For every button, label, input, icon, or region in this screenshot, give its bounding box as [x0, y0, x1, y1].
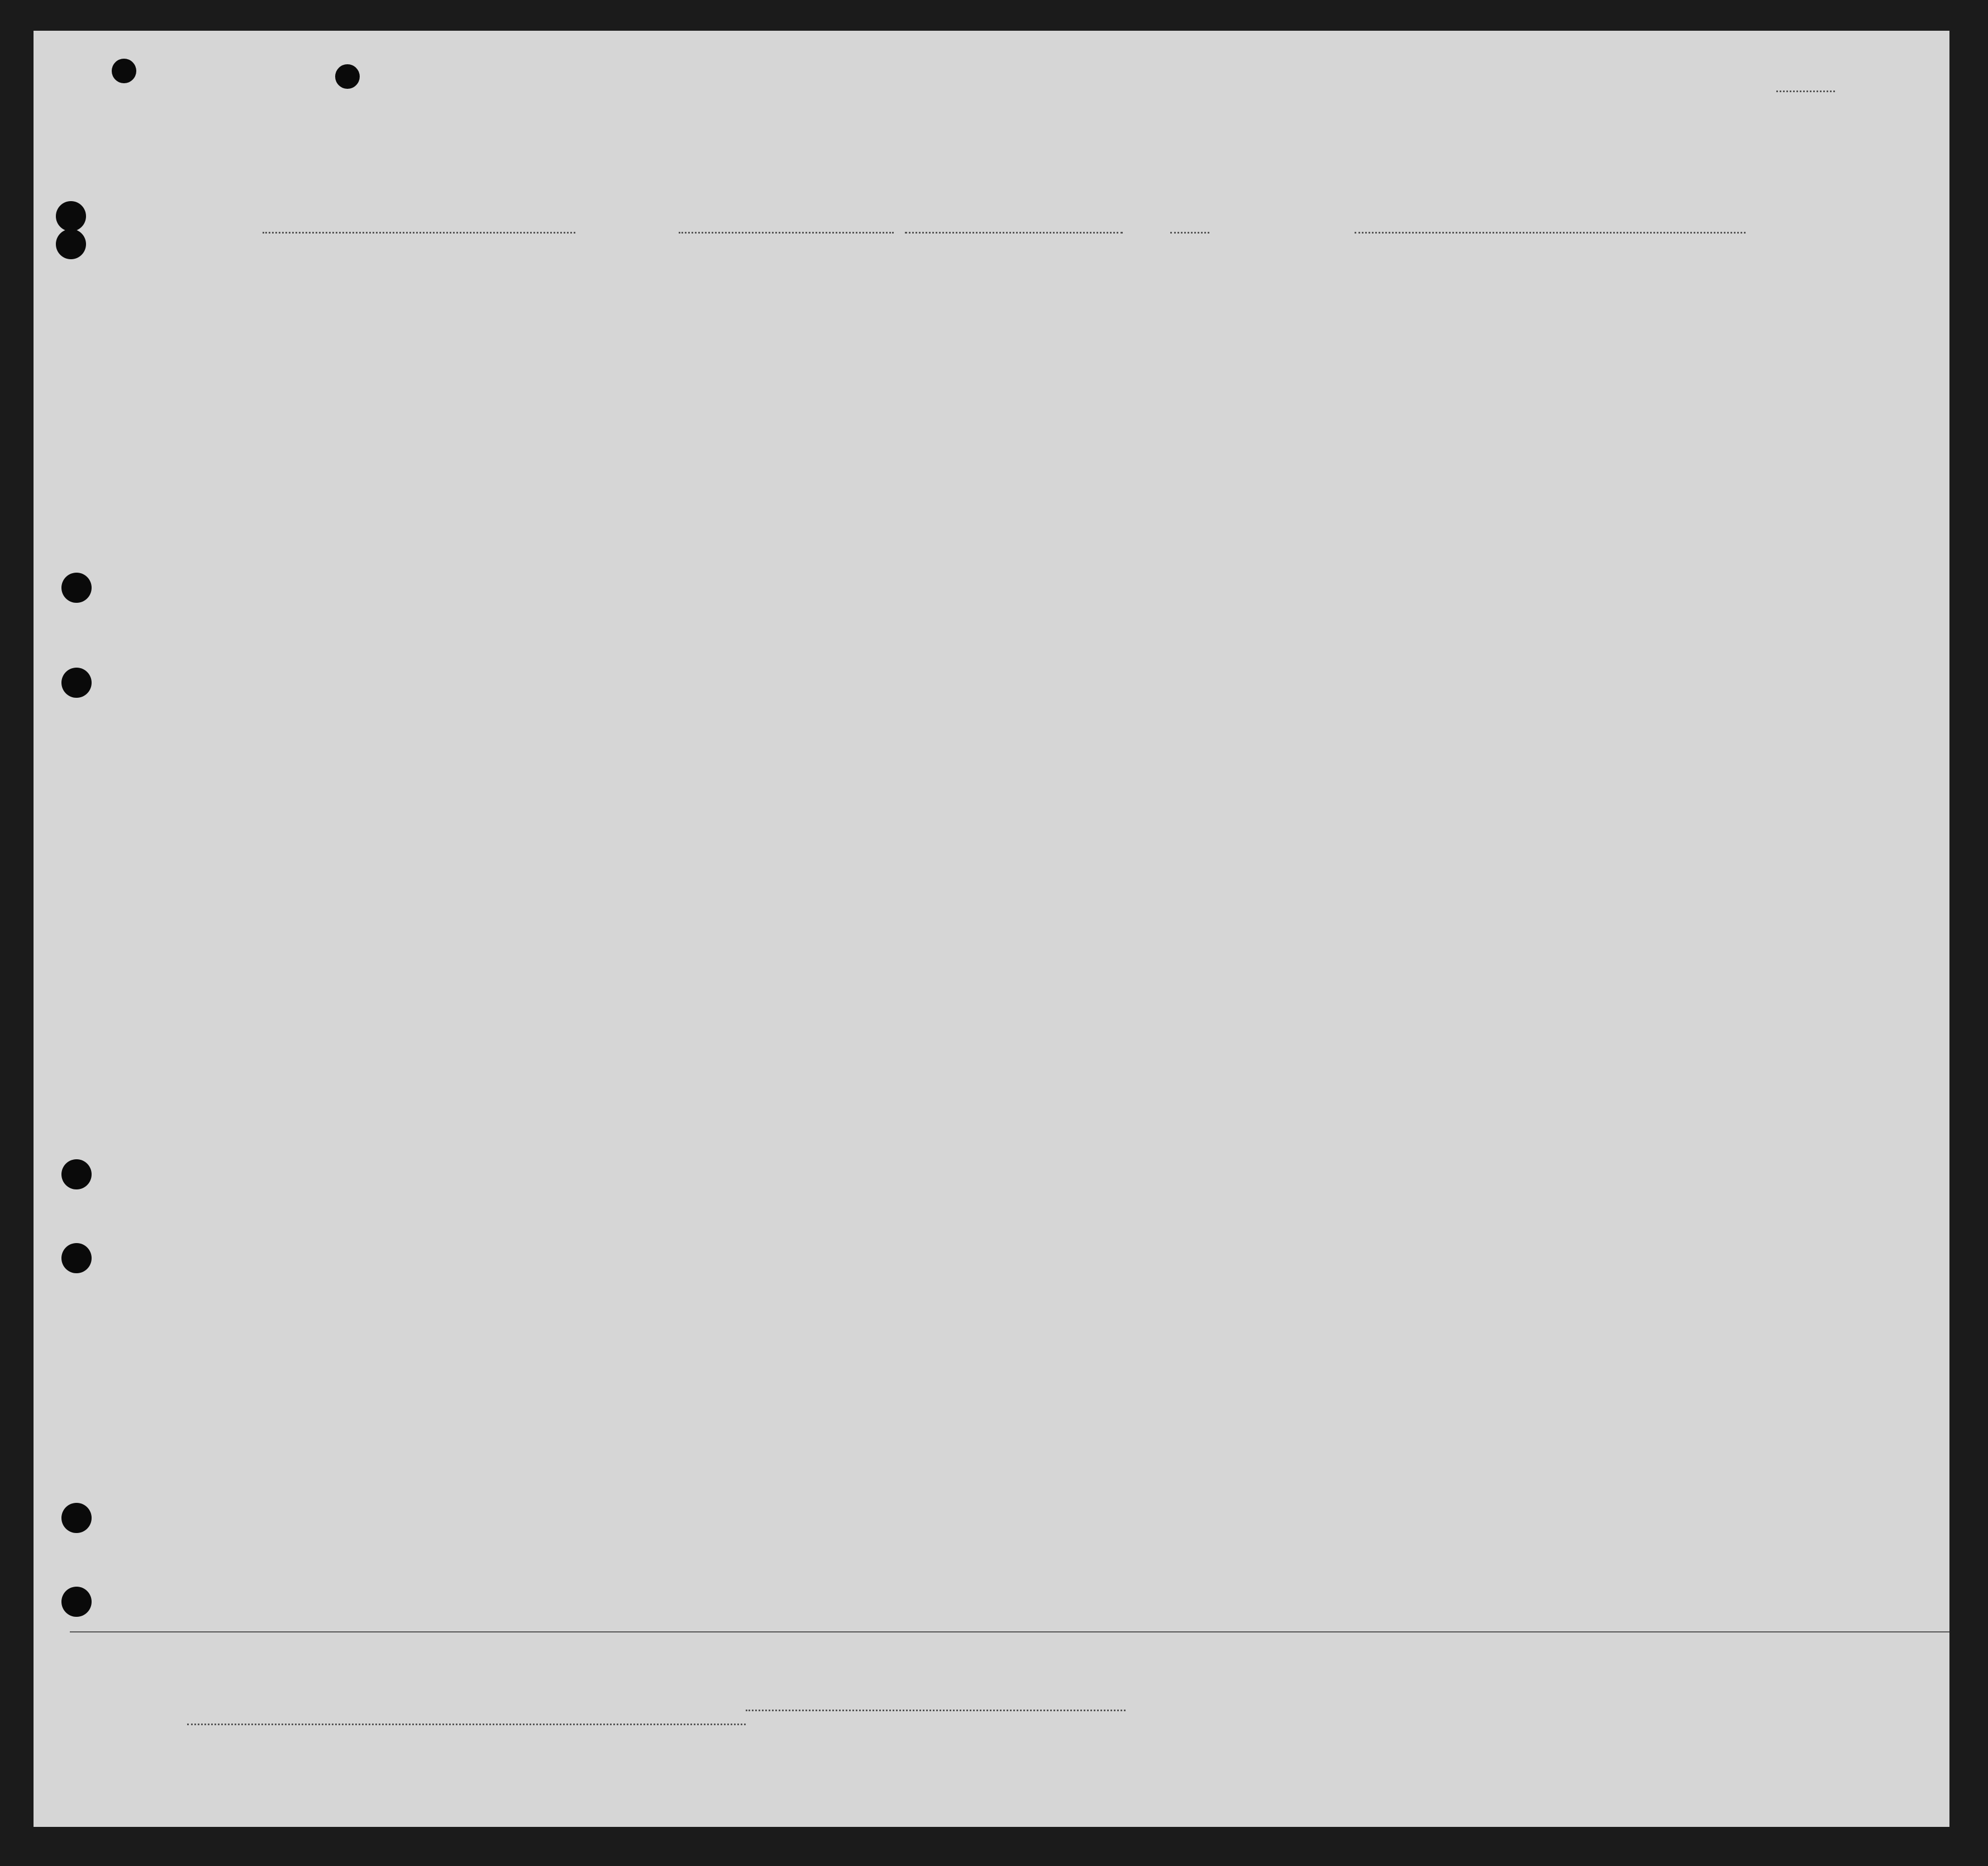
punch-hole [61, 1243, 92, 1273]
footer-divider [70, 1631, 1949, 1632]
punch-hole [61, 1503, 92, 1533]
punch-hole [61, 573, 92, 603]
punch-hole [61, 668, 92, 698]
manifest-sheet [34, 31, 1949, 1827]
punch-hole [56, 229, 86, 259]
punch-hole [61, 1159, 92, 1189]
punch-hole [335, 64, 360, 89]
punch-hole [112, 59, 136, 83]
punch-hole [61, 1587, 92, 1617]
punch-hole [56, 201, 86, 231]
